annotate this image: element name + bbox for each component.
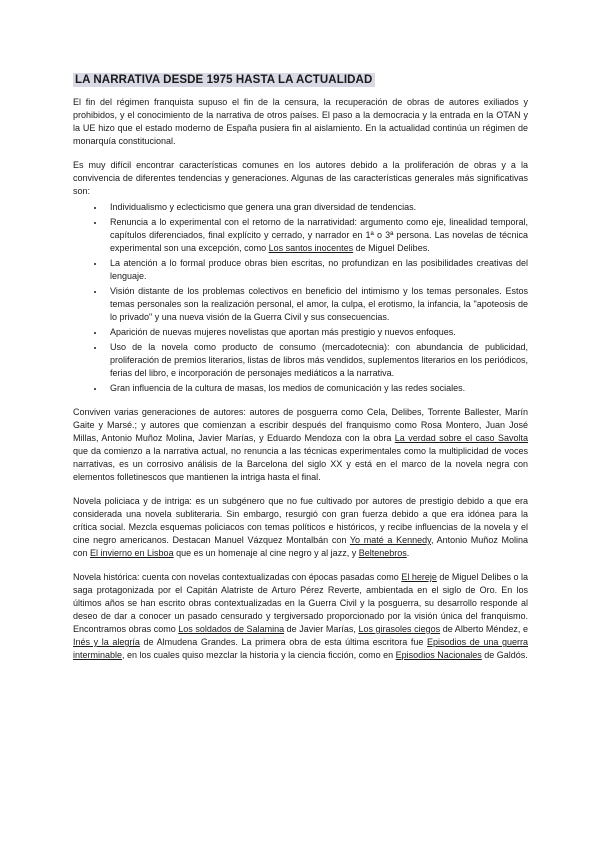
list-item: • Gran influencia de la cultura de masas, los medios de comunicación y las redes sociales. (105, 382, 528, 395)
generations-paragraph: Conviven varias generaciones de autores: autores de posguerra como Cela, Delibes, Torrente Ballester, Marín Gaite y Marsé.; y autores que comienzan a escribir después del franquismo como Rosa Montero, Juan José Millas, Antonio Muñoz Molina, Javier Marías, y Eduardo Mendoza con la obra La verdad sobre el caso Savolta que da comienzo a la narrativa actual, no renuncia a las técnicas experimentales como la multiplicidad de voces narrativas, es un corrosivo análisis de la Barcelona del siglo XX y está en el marco de la novela negra con elementos folletinescos que mantienen la intriga hasta el final. (73, 407, 528, 482)
list-item: • La atención a lo formal produce obras bien escritas, no profundizan en las posibilidades creativas del lenguaje. (105, 257, 528, 283)
historical-novel-paragraph: Novela histórica: cuenta con novelas contextualizadas con épocas pasadas como El hereje de Miguel Delibes o la saga protagonizada por el Capitán Alatriste de Arturo Pérez Reverte, ambientada en el siglo de Oro. En los últimos años se han escrito obras contextualizadas en la Guerra Civil y la posguerra, su desarrollo responde al deseo de dar a conocer un pasado censurado y tergiversado proporcionado por la visión única del franquismo. Encontramos obras como Los soldados de Salamina de Javier Marías, Los girasoles ciegos de Alberto Méndez, e Inés y la alegría de Almudena Grandes. La primera obra de esta última escritora fue Episodios de una guerra interminable, en los cuales quiso mezclar la historia y la ciencia ficción, como en Episodios Nacionales de Galdós. (73, 572, 529, 660)
intro-paragraph: El fin del régimen franquista supuso el fin de la censura, la recuperación de obras de autores exiliados y prohibidos, y el conocimiento de la narrativa de otros países. El paso a la democracia y la entrada en la OTAN y la UE hizo que el estado moderno de España pusiera fin al aislamiento. En la actualidad continúa un régimen de monarquía constitucional. (73, 97, 528, 146)
document-title: LA NARRATIVA DESDE 1975 HASTA LA ACTUALIDAD (73, 73, 375, 87)
characteristics-intro: Es muy difícil encontrar características comunes en los autores debido a la proliferación de obras y a la convivencia de diferentes tendencias y generaciones. Algunas de las características generales más significativas son: (73, 160, 528, 196)
book-title-link: El invierno en Lisboa (90, 548, 174, 558)
list-item: • Aparición de nuevas mujeres novelistas que aportan más prestigio y nuevos enfoques. (105, 326, 528, 339)
book-title-link: Yo maté a Kennedy (349, 535, 431, 545)
police-novel-paragraph: Novela policiaca y de intriga: es un subgénero que no fue cultivado por autores de prestigio debido a que era considerada una novela subliteraria. Sin embargo, resurgió con gran fuerza debido a que era idónea para la crítica social. Mezcla esquemas policiacos con temas políticos e históricos, y recibe influencias de la novela y el cine negro americanos. Destacan Manuel Vázquez Montalbán con Yo maté a Kennedy, Antonio Muñoz Molina con El invierno en Lisboa que es un homenaje al cine negro y al jazz, y Beltenebros. (73, 496, 529, 558)
list-item: • Uso de la novela como producto de consumo (mercadotecnia): con abundancia de publicidad, proliferación de premios literarios, listas de libros más vendidos, suplementos literarios en los periódicos, ferias del libro, e incorporación de personajes mediáticos a la narrativa. (105, 341, 528, 380)
list-item: • Visión distante de los problemas colectivos en beneficio del intimismo y los temas personales. Estos temas personales son la realización personal, el amor, la culpa, el erotismo, la infancia, la "apoteosis de lo privado" y una nueva visión de la Guerra Civil y sus consecuencias. (105, 285, 528, 324)
book-title-link: Los soldados de Salamina (178, 624, 285, 634)
book-title-link: Beltenebros (358, 548, 407, 558)
book-title-link: Los girasoles ciegos (358, 624, 441, 634)
list-item: • Individualismo y eclecticismo que genera una gran diversidad de tendencias. (105, 201, 528, 214)
book-title-link: Episodios Nacionales (395, 650, 482, 660)
book-title-link: La verdad sobre el caso Savolta (394, 433, 528, 443)
list-item: • Renuncia a lo experimental con el retorno de la narratividad: argumento como eje, linealidad temporal, capítulos diferenciados, final explícito y cerrado, y narrador en 1ª o 3ª persona. Las novelas de técnica experimental son una excepción, como Los santos inocentes de Miguel Delibes. (105, 216, 528, 255)
book-title-link: El hereje (401, 572, 437, 582)
characteristics-list (73, 201, 528, 395)
book-title-link: Inés y la alegría (73, 637, 140, 647)
book-title-link: Los santos inocentes (268, 243, 354, 253)
book-title-link: Episodios de una guerra interminable (73, 637, 528, 660)
